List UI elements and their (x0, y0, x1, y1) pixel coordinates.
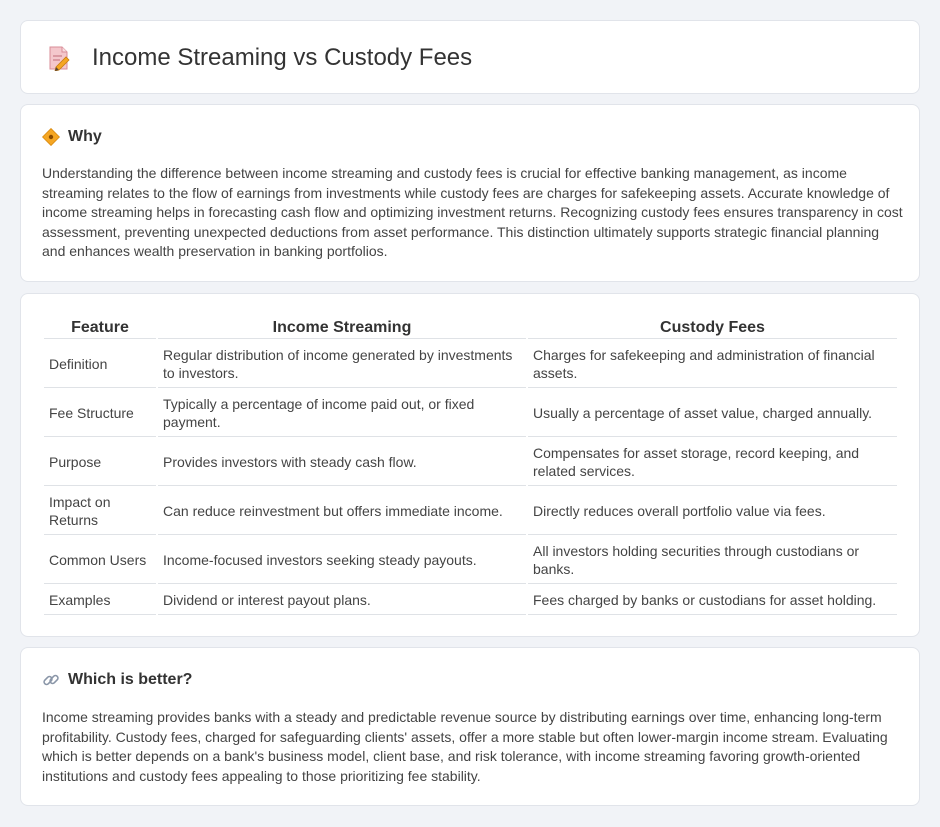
why-heading (42, 127, 102, 147)
link-icon (42, 671, 60, 689)
table-row (44, 341, 897, 388)
diamond-icon (42, 128, 60, 146)
custody-fees-cell: Fees charged by banks or custodians for asset holding. (528, 586, 897, 615)
document-pencil-icon (47, 45, 71, 71)
table-row (44, 439, 897, 486)
better-text: Income streaming provides banks with a steady and predictable revenue source by distributing earnings over time, enhancing long-term profitability. Custody fees, charged for safeguarding clients' assets, offer a more stable but often lower-margin income stream. Evaluating which is better depends on a bank's business model, client base, and risk tolerance, with income streaming favoring growth-oriented institutions and custody fees appealing to those prioritizing fee stability. (42, 709, 888, 784)
income-streaming-cell: Typically a percentage of income paid out, or fixed payment. (158, 390, 526, 437)
column-header: Custody Fees (528, 315, 897, 339)
custody-fees-cell: Compensates for asset storage, record keeping, and related services. (528, 439, 897, 486)
feature-cell: Common Users (44, 537, 156, 584)
why-text: Understanding the difference between income streaming and custody fees is crucial for effective banking management, as income streaming relates to the flow of earnings from investments while custody fees are charges for safekeeping assets. Accurate knowledge of income streaming helps in forecasting cash flow and optimizing investment returns. Recognizing custody fees ensures transparency in cost assessment, preventing unexpected deductions from asset performance. This distinction ultimately supports strategic financial planning and enhances wealth preservation in banking portfolios. (42, 165, 903, 260)
feature-cell: Fee Structure (44, 390, 156, 437)
custody-fees-cell: All investors holding securities through custodians or banks. (528, 537, 897, 584)
table-header-row (44, 315, 897, 339)
table-row (44, 488, 897, 535)
comparison-table (42, 313, 899, 617)
income-streaming-cell: Regular distribution of income generated by investments to investors. (158, 341, 526, 388)
table-row (44, 390, 897, 437)
which-is-better-section (20, 647, 920, 806)
custody-fees-cell: Directly reduces overall portfolio value via fees. (528, 488, 897, 535)
custody-fees-cell: Charges for safekeeping and administration of financial assets. (528, 341, 897, 388)
feature-cell: Purpose (44, 439, 156, 486)
why-title: Why (68, 128, 102, 145)
column-header: Feature (44, 315, 156, 339)
header-card (20, 20, 920, 94)
income-streaming-cell: Can reduce reinvestment but offers immediate income. (158, 488, 526, 535)
table-row (44, 537, 897, 584)
income-streaming-cell: Provides investors with steady cash flow. (158, 439, 526, 486)
column-header: Income Streaming (158, 315, 526, 339)
feature-cell: Definition (44, 341, 156, 388)
why-section (20, 104, 920, 282)
comparison-section (20, 293, 920, 637)
income-streaming-cell: Dividend or interest payout plans. (158, 586, 526, 615)
feature-cell: Impact on Returns (44, 488, 156, 535)
table-row (44, 586, 897, 615)
custody-fees-cell: Usually a percentage of asset value, charged annually. (528, 390, 897, 437)
better-heading (42, 670, 192, 690)
feature-cell: Examples (44, 586, 156, 615)
page-title: Income Streaming vs Custody Fees (92, 44, 473, 71)
income-streaming-cell: Income-focused investors seeking steady payouts. (158, 537, 526, 584)
better-title: Which is better? (68, 671, 193, 688)
